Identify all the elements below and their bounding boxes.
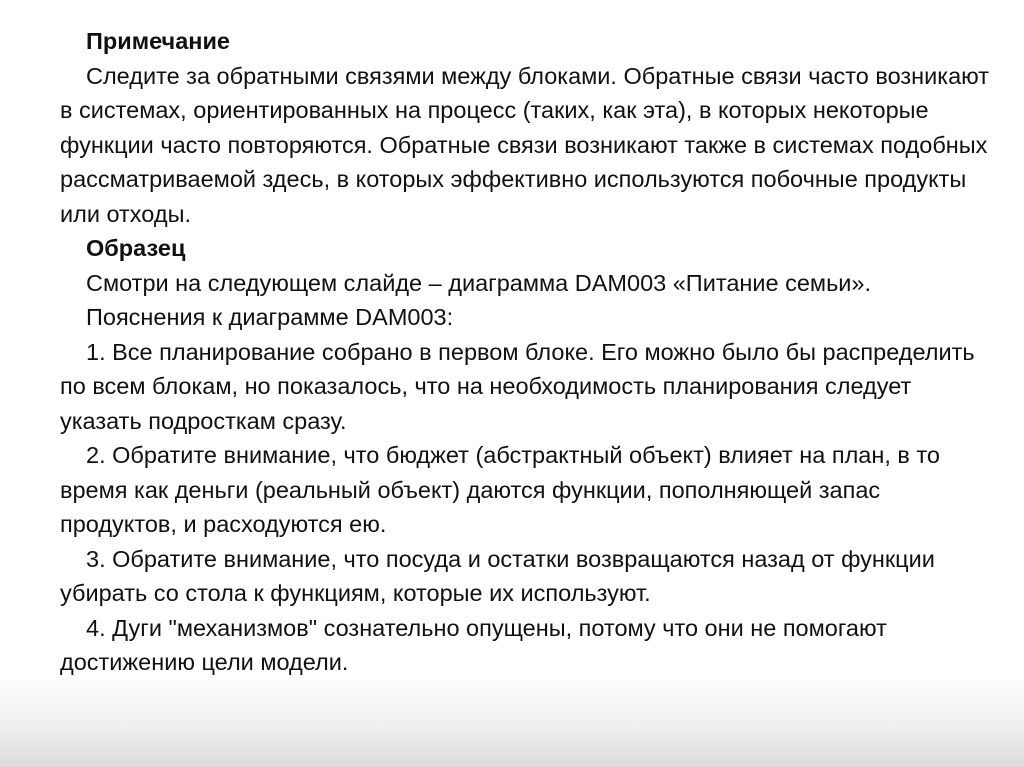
slide-body (60, 24, 995, 680)
explanation-item-4: 4. Дуги "механизмов" сознательно опущены, потому что они не помогают достижению цели модели. (60, 614, 887, 675)
sample-heading: Образец (86, 235, 186, 261)
explanation-item-3: 3. Обратите внимание, что посуда и остатки возвращаются назад от функции убирать со стола к функциям, которые их используют. (60, 545, 935, 606)
explanation-item-1: 1. Все планирование собрано в первом блоке. Его можно было бы распределить по всем блокам, но показалось, что на необходимость планирования следует указать подросткам сразу. (60, 338, 975, 434)
note-heading: Примечание (86, 28, 230, 54)
explanations-title: Пояснения к диаграмме DAM003: (86, 304, 454, 330)
explanation-item-2: 2. Обратите внимание, что бюджет (абстрактный объект) влияет на план, в то время как деньги (реальный объект) даются функции, пополняющей запас продуктов, и расходуются ею. (60, 442, 940, 537)
note-paragraph: Следите за обратными связями между блоками. Обратные связи часто возникают в системах, ориентированных на процесс (таких, как эта), в которых некоторые функции часто повторяются. Обратные связи возникают также в системах подобных рассматриваемой здесь, в которых эффективно используются побочные продукты или отходы. (60, 62, 990, 227)
sample-paragraph: Смотри на следующем слайде – диаграмма DAM003 «Питание семьи». (86, 269, 872, 296)
